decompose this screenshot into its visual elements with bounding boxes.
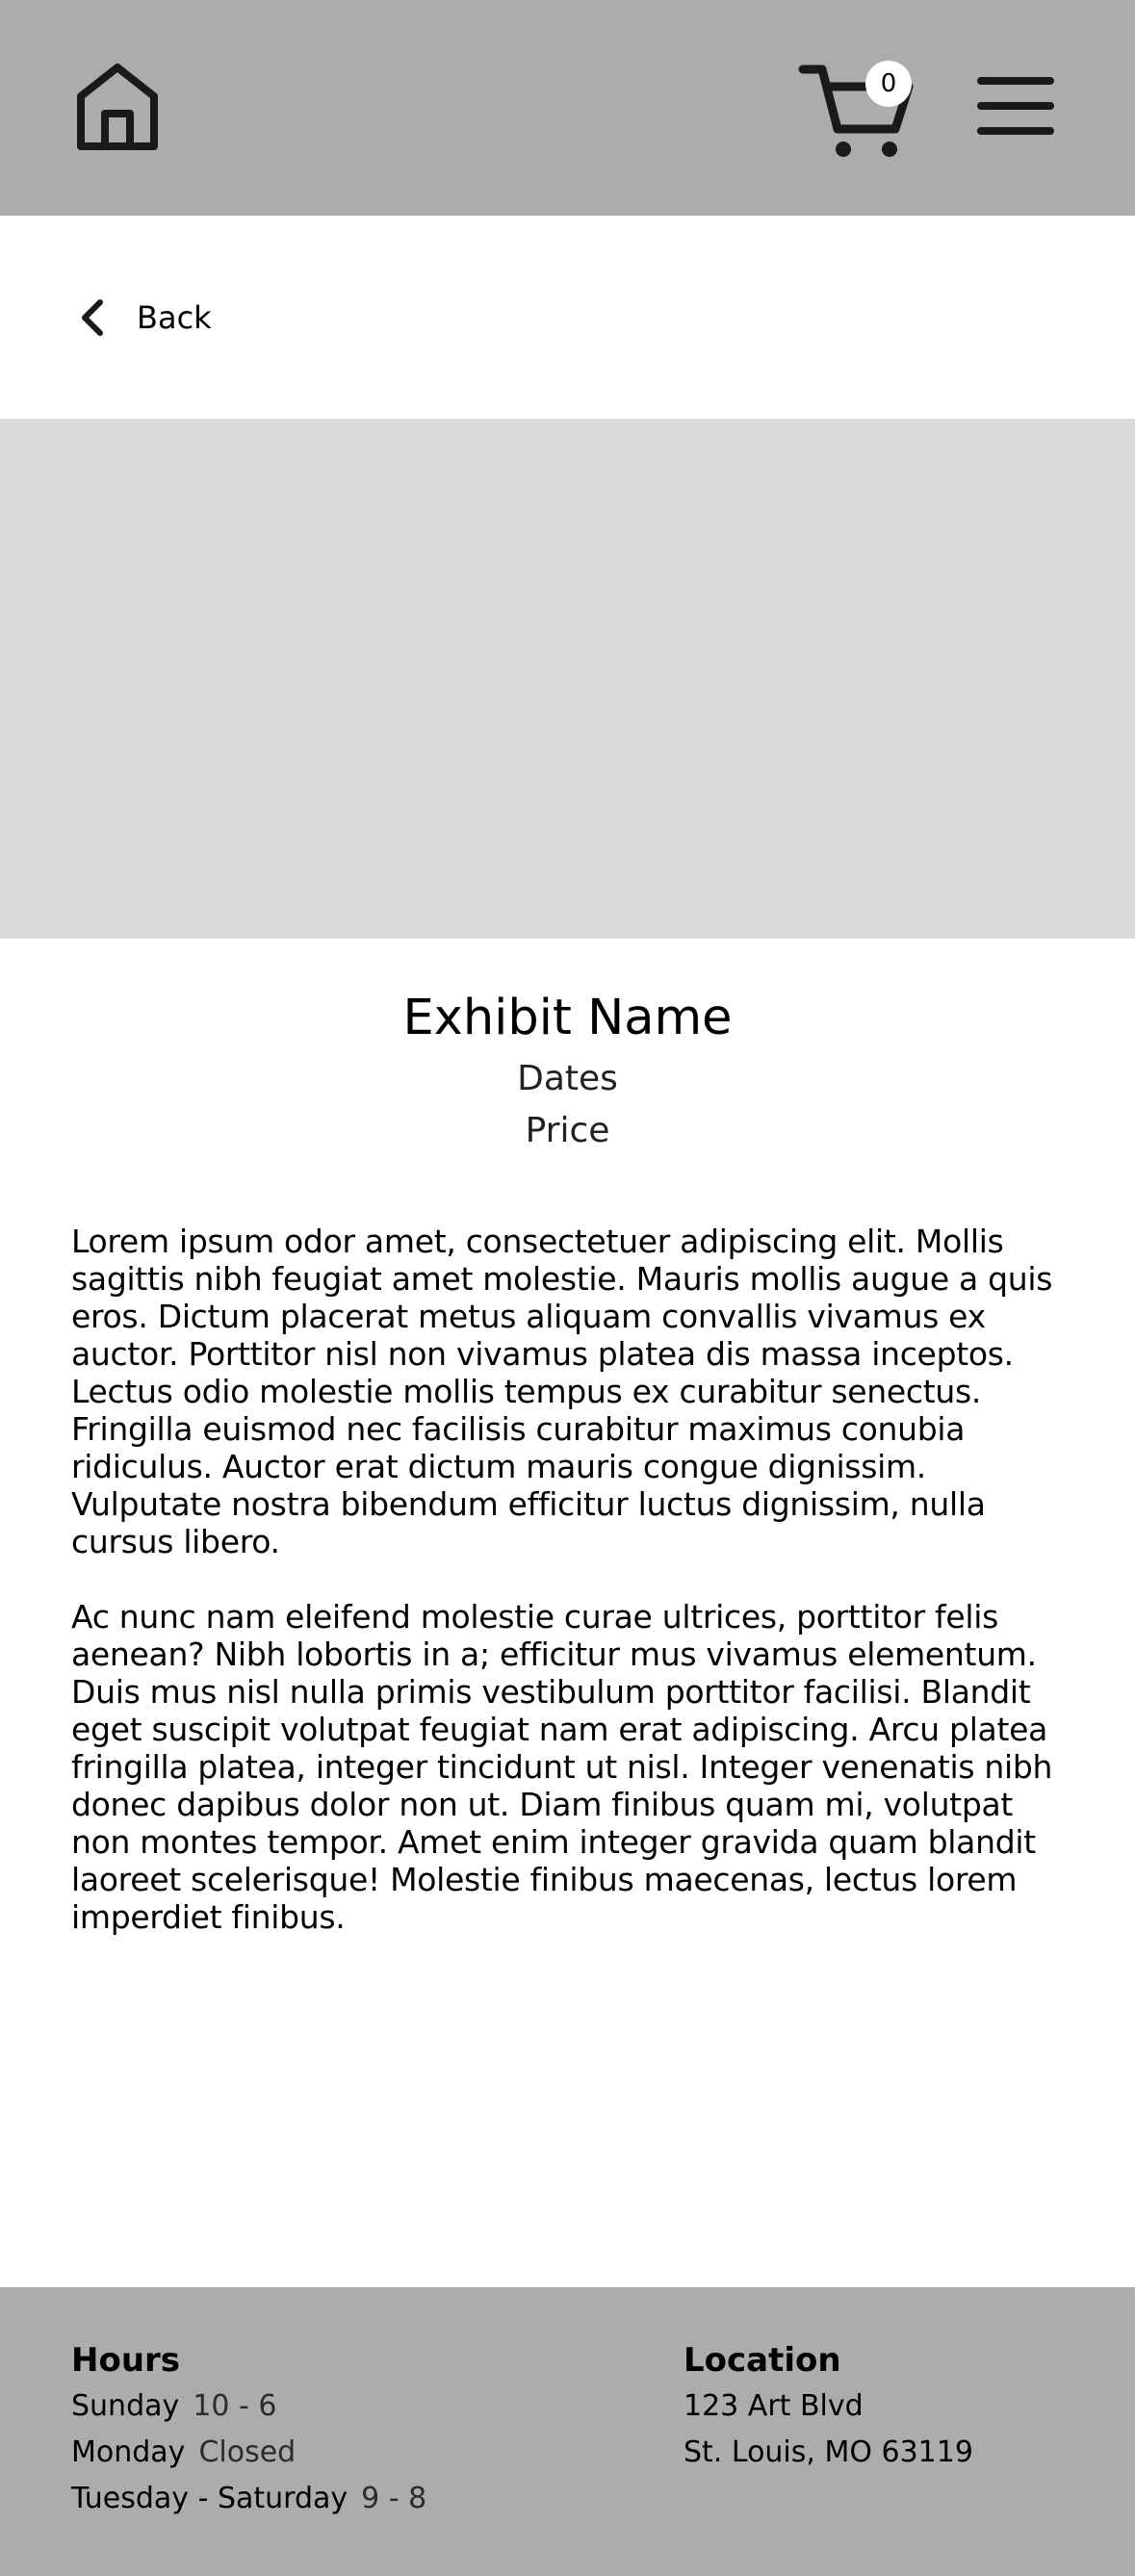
hours-row [71, 2476, 426, 2522]
hours-day: Monday [71, 2435, 186, 2469]
exhibit-description-paragraph: Lorem ipsum odor amet, consectetuer adipiscing elit. Mollis sagittis nibh feugiat amet molestie. Mauris mollis augue a quis eros. Dictum placerat metus aliquam convallis vivamus ex auctor. Porttitor nisl non vivamus platea dis massa inceptos. Lectus odio molestie mollis tempus ex curabitur senectus. Fringilla euismod nec facilisis curabitur maximus conubia ridiculus. Auctor erat dictum mauris congue dignissim. Vulputate nostra bibendum efficitur luctus dignissim, nulla cursus libero. [71, 1223, 1053, 1560]
top-header [0, 0, 1135, 216]
menu-button[interactable] [974, 67, 1057, 144]
chevron-left-icon [77, 296, 106, 339]
hours-day: Sunday [71, 2389, 180, 2423]
hamburger-menu-icon [974, 67, 1057, 144]
address-line: St. Louis, MO 63119 [684, 2435, 973, 2469]
location-section [684, 2337, 973, 2476]
hours-row [71, 2383, 426, 2430]
hours-day: Tuesday - Saturday [71, 2482, 348, 2515]
hours-section [71, 2337, 426, 2522]
exhibit-title: Exhibit Name [402, 990, 733, 1046]
exhibit-price: Price [525, 1111, 610, 1150]
exhibit-dates: Dates [517, 1059, 618, 1098]
address-line: 123 Art Blvd [684, 2389, 864, 2423]
cart-count-badge: 0 [865, 61, 912, 107]
home-button[interactable] [69, 58, 166, 154]
exhibit-description-paragraph: Ac nunc nam eleifend molestie curae ultrices, porttitor felis aenean? Nibh lobortis in a; efficitur mus vivamus elementum. Duis mus nisl nulla primis vestibulum porttitor facilisi. Blandit eget suscipit volutpat feugiat nam erat adipiscing. Arcu platea fringilla platea, integer tincidunt ut nisl. Integer venenatis nibh donec dapibus dolor non ut. Diam finibus quam mi, volutpat non montes tempor. Amet enim integer gravida quam blandit laoreet scelerisque! Molestie finibus maecenas, lectus lorem imperdiet finibus. [71, 1598, 1053, 1936]
home-icon [69, 58, 166, 154]
hours-row [71, 2430, 426, 2476]
hours-time: Closed [198, 2435, 297, 2469]
hours-heading: Hours [71, 2341, 181, 2380]
back-label: Back [137, 299, 212, 336]
location-heading: Location [684, 2341, 841, 2380]
back-link[interactable] [77, 287, 212, 348]
hours-time: 9 - 8 [361, 2482, 427, 2515]
exhibit-image-placeholder [0, 419, 1135, 939]
footer [0, 2287, 1135, 2576]
hours-time: 10 - 6 [193, 2389, 277, 2423]
